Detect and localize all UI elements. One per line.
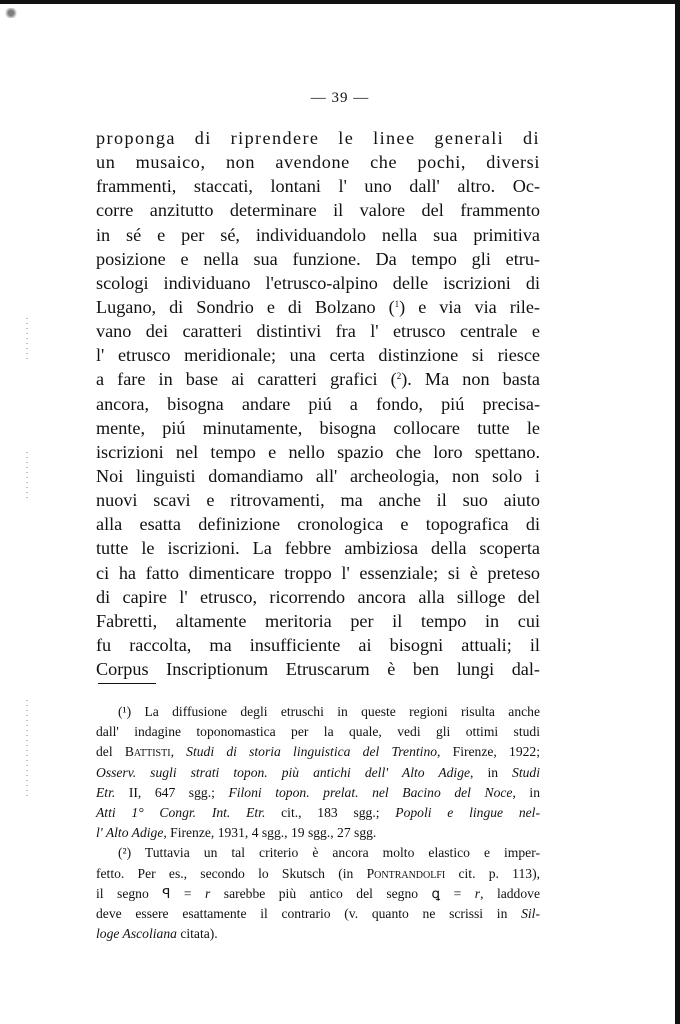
footnote-reference: 1 xyxy=(394,298,400,309)
scan-margin-dots xyxy=(26,452,28,502)
scan-top-border xyxy=(0,0,680,4)
italic-title: Sil- xyxy=(521,905,540,921)
footnote-separator xyxy=(98,683,156,684)
text-segment: (²) Tuttavia un tal criterio è ancora molto elastico e imper- xyxy=(118,845,540,861)
italic-title: Studi xyxy=(512,764,540,780)
footnote-2 xyxy=(96,843,540,944)
text-segment: II, 647 sgg.; xyxy=(115,784,229,800)
body-line: alla esatta definizione cronologica e topografica di xyxy=(96,514,540,535)
body-text xyxy=(96,126,540,681)
text-segment: dall' indagine toponomastica per la quale, vedi gli ottimi studi xyxy=(96,724,540,740)
body-line: di capire l' etrusco, ricorrendo ancora alla silloge del xyxy=(96,586,540,607)
italic-title: Popoli e lingue nel- xyxy=(395,804,540,820)
body-line: ancora, bisogna andare piú a fondo, piú precisa- xyxy=(96,393,540,414)
scan-right-border xyxy=(675,0,680,1024)
page-number: — 39 — xyxy=(310,90,370,106)
body-line: fu raccolta, ma insufficiente ai bisogni attuali; il xyxy=(96,634,540,655)
body-line xyxy=(96,367,540,391)
italic-title: loge Ascoliana xyxy=(96,926,177,942)
italic-title: r xyxy=(205,885,211,901)
italic-title: r xyxy=(474,885,481,901)
italic-title: Filoni topon. prelat. nel Bacino del Noce xyxy=(228,784,513,800)
footnote-line xyxy=(96,722,540,742)
text-segment: , xyxy=(170,744,187,760)
footnotes xyxy=(96,702,540,944)
footnote-reference: 2 xyxy=(396,371,402,382)
body-line: un musaico, non avendone che pochi, diversi xyxy=(96,152,540,173)
footnote-line xyxy=(96,763,540,783)
text-segment: , laddove xyxy=(480,885,540,901)
author-name: Pontrandolfi xyxy=(366,865,446,881)
author-name: Battisti xyxy=(124,744,171,760)
body-line: Noi linguisti domandiamo all' archeologia, non solo i xyxy=(96,465,540,486)
footnote-line xyxy=(96,783,540,803)
footnote-line xyxy=(96,702,540,722)
italic-title: Atti 1° Congr. Int. Etr. xyxy=(96,804,266,820)
body-line: iscrizioni nel tempo e nello spazio che loro spettano. xyxy=(96,441,540,462)
text-segment: cit. p. 113), xyxy=(445,865,540,881)
body-line: Fabretti, altamente meritoria per il tempo in cui xyxy=(96,610,540,631)
body-line xyxy=(96,295,540,319)
body-line: Corpus Inscriptionum Etruscarum è ben lungi dal- xyxy=(96,659,540,680)
footnote-line xyxy=(96,803,540,823)
text-segment: (¹) La diffusione degli etruschi in queste regioni risulta anche xyxy=(118,704,540,719)
body-line: frammenti, staccati, lontani l' uno dall' altro. Oc- xyxy=(96,176,540,197)
text-segment: , Firenze, 1922; xyxy=(437,744,540,760)
body-line: mente, piú minutamente, bisogna collocare tutte le xyxy=(96,417,540,438)
body-line: tutte le iscrizioni. La febbre ambiziosa della scoperta xyxy=(96,538,540,559)
text-segment: ) e via via rile- xyxy=(399,296,540,317)
footnote-line xyxy=(96,864,540,884)
footnote-line xyxy=(96,884,540,904)
body-line: nuovi scavi e ritrovamenti, ma anche il suo aiuto xyxy=(96,490,540,511)
italic-title: Etr. xyxy=(96,784,116,800)
footnote-line xyxy=(96,823,540,843)
italic-title: Osserv. sugli strati topon. più antichi dell' Alto Adige xyxy=(96,764,471,780)
text-segment: ). Ma non basta xyxy=(401,369,541,390)
footnote-1 xyxy=(96,702,540,843)
text-segment: deve essere esattamente il contrario (v. quanto ne scrissi in xyxy=(96,905,522,921)
text-segment: sarebbe più antico del segno ꝗ = xyxy=(210,885,475,901)
body-line: proponga di riprendere le linee generali di xyxy=(96,128,540,148)
text-segment: , in xyxy=(512,784,540,800)
footnote-line xyxy=(96,904,540,924)
body-line: corre anzitutto determinare il valore del frammento xyxy=(96,200,540,221)
footnote-line xyxy=(96,924,540,944)
italic-title: Studi di storia linguistica del Trentino xyxy=(186,744,438,760)
body-line: ci ha fatto dimenticare troppo l' essenziale; si è preteso xyxy=(96,562,540,583)
scan-margin-dots xyxy=(26,318,28,360)
text-segment: citata). xyxy=(176,926,218,942)
text-segment: il segno ꟼ = xyxy=(96,885,206,901)
text-segment: cit., 183 sgg.; xyxy=(265,804,396,820)
body-line: posizione e nella sua funzione. Da tempo gli etru- xyxy=(96,248,540,269)
body-line: vano dei caratteri distintivi fra l' etrusco centrale e xyxy=(96,321,540,342)
text-segment: Lugano, di Sondrio e di Bolzano ( xyxy=(96,296,395,317)
body-line: l' etrusco meridionale; una certa distinzione si riesce xyxy=(96,345,540,366)
body-line: scologi individuano l'etrusco-alpino delle iscrizioni di xyxy=(96,272,540,293)
text-segment: , in xyxy=(470,764,513,780)
text-segment: del xyxy=(96,744,125,760)
scan-margin-dots xyxy=(26,700,28,796)
text-segment: fetto. Per es., secondo lo Skutsch (in xyxy=(96,865,367,881)
scan-corner-speck xyxy=(2,8,20,18)
footnote-line xyxy=(96,843,540,863)
footnote-line xyxy=(96,742,540,762)
text-segment: a fare in base ai caratteri grafici ( xyxy=(96,369,397,390)
body-line: in sé e per sé, individuandolo nella sua primitiva xyxy=(96,224,540,245)
text-segment: , Firenze, 1931, 4 sgg., 19 sgg., 27 sgg. xyxy=(163,825,377,841)
italic-title: l' Alto Adige xyxy=(96,825,164,841)
